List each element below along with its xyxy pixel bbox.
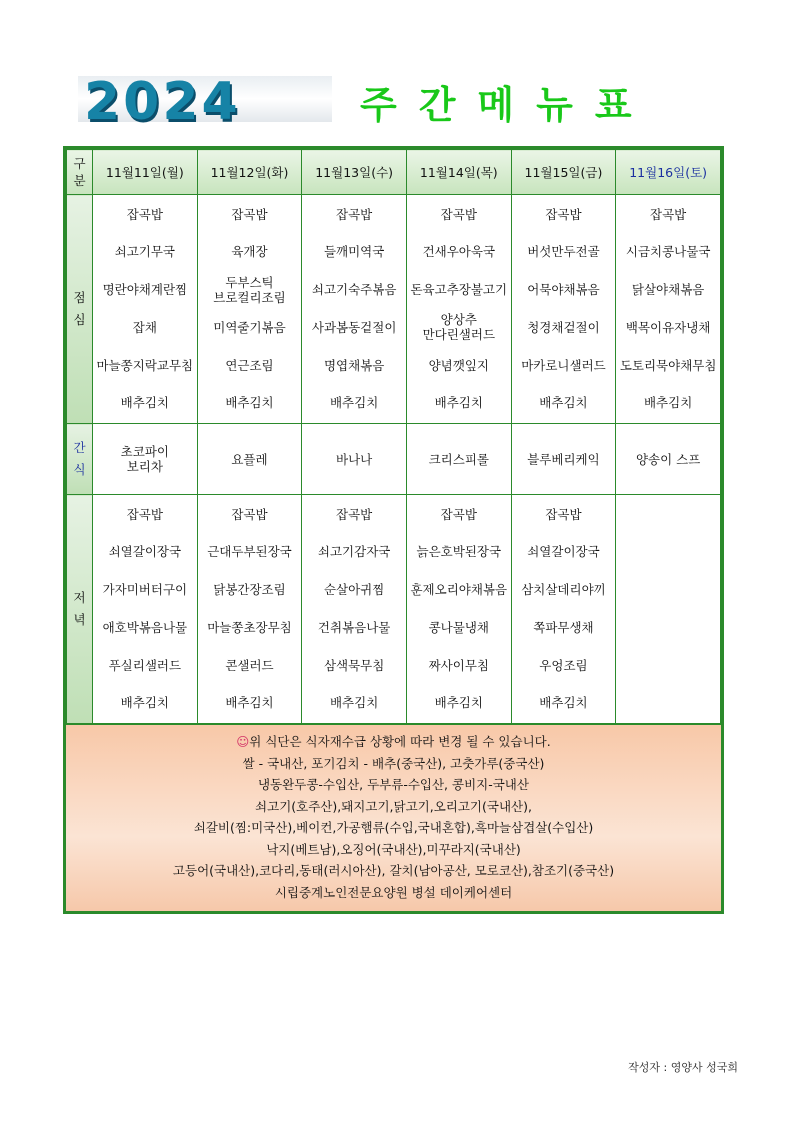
lunch-row: [67, 195, 721, 424]
dinner-cell: [197, 495, 302, 724]
menu-item: 잡곡밥: [336, 506, 373, 522]
menu-item: 크리스피롤: [428, 451, 489, 467]
menu-item: 짜사이무침: [428, 657, 489, 673]
menu-item: 배추김치: [434, 695, 483, 711]
dinner-cell: [406, 495, 511, 724]
menu-item: 잡곡밥: [336, 206, 373, 222]
menu-item: 가자미버터구이: [102, 582, 188, 598]
menu-item: 쇠고기무국: [114, 244, 176, 260]
menu-item: 잡채: [132, 319, 157, 335]
lunch-cell: [616, 195, 721, 424]
menu-item: 시금치콩나물국: [625, 244, 711, 260]
day-header: 11월11일(월): [93, 150, 198, 195]
year-banner: [78, 72, 332, 132]
menu-item: 바나나: [336, 451, 373, 467]
dinner-cell: [302, 495, 407, 724]
menu-item: 요플레: [231, 451, 268, 467]
year-label: 2024: [84, 72, 241, 132]
menu-item: 쇠고기감자국: [317, 544, 391, 560]
header-row: [67, 150, 721, 195]
note-line: 쇠갈비(찜:미국산),베이컨,가공햄류(수입,국내혼합),흑마늘삼겹살(수입산): [193, 820, 594, 835]
menu-item: 삼색묵무침: [323, 657, 385, 673]
notes-panel: [66, 724, 721, 911]
note-line: 시립중계노인전문요양원 병설 데이케어센터: [274, 884, 513, 900]
menu-item: 초코파이 보리차: [120, 444, 169, 474]
menu-item: 닭봉간장조림: [213, 582, 286, 598]
menu-item: 잡곡밥: [650, 206, 687, 222]
day-header-saturday: 11월16일(토): [616, 150, 721, 195]
dinner-label: 저 녁: [67, 495, 93, 724]
menu-item: 배추김치: [329, 695, 379, 711]
menu-item: 쇠열갈이장국: [108, 544, 182, 560]
smile-icon: ☺: [236, 734, 250, 749]
menu-item: 푸실리샐러드: [108, 657, 182, 673]
lunch-cell: [302, 195, 407, 424]
menu-item: 근대두부된장국: [207, 544, 292, 560]
menu-item: 콩나물냉채: [428, 619, 489, 635]
dinner-cell: [511, 495, 616, 724]
note-line: ☺위 식단은 식자재수급 상황에 따라 변경 될 수 있습니다.: [236, 734, 551, 749]
menu-item: 배추김치: [539, 695, 588, 711]
menu-item: 배추김치: [434, 395, 483, 411]
menu-item: 육개장: [231, 244, 268, 260]
author-credit: 작성자 : 영양사 성국희: [628, 1061, 738, 1074]
menu-item: 배추김치: [225, 395, 274, 411]
lunch-cell: [197, 195, 302, 424]
category-header: 구 분: [67, 150, 93, 195]
menu-item: 마카로니샐러드: [521, 357, 606, 373]
menu-item: 닭살야채볶음: [631, 282, 705, 298]
snack-row: [67, 424, 721, 495]
menu-item: 버섯만두전골: [527, 244, 600, 260]
menu-item: 어묵야채볶음: [527, 282, 600, 298]
dinner-cell: [93, 495, 198, 724]
day-header: 11월12일(화): [197, 150, 302, 195]
menu-item: 잡곡밥: [440, 206, 477, 222]
menu-item: 명란야채계란찜: [102, 282, 188, 298]
page-header: [78, 70, 678, 130]
menu-item: 배추김치: [225, 695, 274, 711]
dinner-cell: [616, 495, 721, 724]
menu-item: 잡곡밥: [545, 206, 582, 222]
menu-item: 순살아귀찜: [323, 582, 385, 598]
menu-item: 미역줄기볶음: [213, 319, 286, 335]
menu-item: 쇠고기숙주볶음: [311, 282, 397, 298]
menu-item: 건새우아욱국: [422, 244, 496, 260]
menu-item: 훈제오리야채볶음: [410, 582, 508, 598]
menu-item: 마늘쫑지락교무침: [96, 357, 194, 373]
menu-item: 배추김치: [120, 395, 169, 411]
menu-item: 삼치살데리야끼: [521, 582, 606, 598]
menu-item: 들깨미역국: [323, 244, 385, 260]
note-line: 낙지(베트남),오징어(국내산),미꾸라지(국내산): [266, 841, 521, 857]
menu-item: 잡곡밥: [126, 206, 163, 222]
menu-item: 양송이 스프: [635, 451, 701, 467]
note-line: 고등어(국내산),코다리,동태(러시아산), 갈치(남아공산, 모로코산),참조기(중국산): [172, 863, 615, 878]
snack-cell: [93, 424, 198, 495]
menu-item: 명엽채볶음: [323, 357, 385, 373]
menu-item: 건취볶음나물: [317, 619, 391, 635]
menu-item: 연근조림: [225, 357, 274, 373]
menu-item: 우엉조림: [539, 657, 588, 673]
day-header: 11월14일(목): [406, 150, 511, 195]
note-line: 쇠고기(호주산),돼지고기,닭고기,오리고기(국내산),: [255, 798, 532, 814]
lunch-cell: [406, 195, 511, 424]
day-header: 11월13일(수): [302, 150, 407, 195]
menu-item: 도토리묵야채무침: [619, 357, 717, 373]
menu-item: 돈육고추장불고기: [410, 282, 508, 298]
snack-cell: [302, 424, 407, 495]
snack-cell: [406, 424, 511, 495]
snack-cell: [616, 424, 721, 495]
menu-item: 사과봄동겉절이: [311, 319, 397, 335]
menu-item: 늙은호박된장국: [416, 544, 502, 560]
menu-item: 잡곡밥: [440, 506, 477, 522]
menu-item: 양상추 만다린샐러드: [422, 312, 496, 343]
day-header: 11월15일(금): [511, 150, 616, 195]
menu-item: 잡곡밥: [231, 206, 268, 222]
snack-cell: [511, 424, 616, 495]
lunch-cell: [511, 195, 616, 424]
weekly-menu-table: [63, 146, 724, 914]
menu-item: 양념깻잎지: [428, 357, 489, 373]
menu-item: 배추김치: [539, 395, 588, 411]
note-line: 쌀 - 국내산, 포기김치 - 배추(중국산), 고춧가루(중국산): [242, 755, 545, 771]
menu-item: 배추김치: [120, 695, 169, 711]
menu-item: 콘샐러드: [225, 657, 274, 673]
menu-item: 애호박볶음나물: [102, 619, 188, 635]
menu-item: 청경채겉절이: [527, 319, 600, 335]
menu-item: 블루베리케익: [527, 451, 600, 467]
lunch-cell: [93, 195, 198, 424]
dinner-row: [67, 495, 721, 724]
menu-item: 쇠열갈이장국: [527, 544, 600, 560]
menu-item: 잡곡밥: [126, 506, 163, 522]
note-line: 냉동완두콩-수입산, 두부류-수입산, 콩비지-국내산: [258, 777, 529, 792]
menu-item: 잡곡밥: [231, 506, 268, 522]
snack-label: 간 식: [67, 424, 93, 495]
menu-item: 잡곡밥: [545, 506, 582, 522]
menu-item: 배추김치: [643, 395, 693, 411]
menu-item: 쪽파무생채: [533, 619, 594, 635]
snack-cell: [197, 424, 302, 495]
menu-item: 백목이유자냉채: [625, 319, 711, 335]
page-title: 주간메뉴표: [360, 83, 654, 127]
menu-item: 마늘쫑초장무침: [207, 619, 292, 635]
menu-item: 배추김치: [329, 395, 379, 411]
menu-item: 두부스틱 브로컬리조림: [213, 274, 286, 305]
lunch-label: 점 심: [67, 195, 93, 424]
